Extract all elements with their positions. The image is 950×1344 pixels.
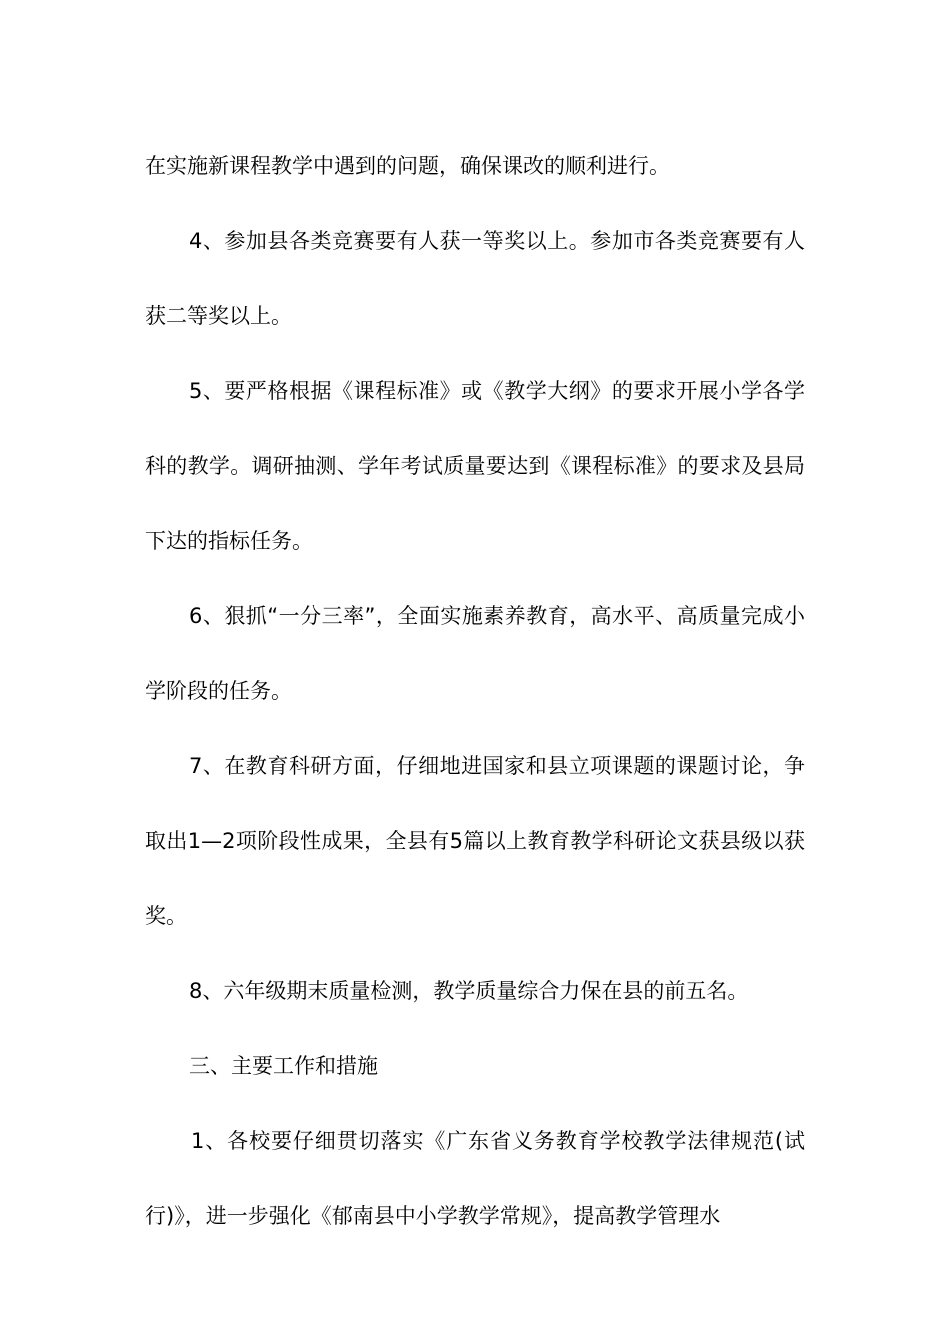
paragraph-measure-1: 1、各校要仔细贯切落实《广东省义务教育学校教学法律规范(试行)》，进一步强化《郁南县中小学教学常规》，提高教学管理水 [145, 1129, 805, 1228]
paragraph-item-7: 7、在教育科研方面，仔细地进国家和县立项课题的课题讨论，争取出1—2项阶段性成果，全县有5篇以上教育教学科研论文获县级以获奖。 [145, 754, 805, 928]
section-heading: 三、主要工作和措施 [189, 1054, 378, 1078]
paragraph-item-6: 6、狠抓“一分三率”，全面实施素养教育，高水平、高质量完成小学阶段的任务。 [145, 604, 805, 703]
paragraph-item-8: 8、六年级期末质量检测，教学质量综合力保在县的前五名。 [189, 979, 749, 1003]
document-body [145, 129, 805, 1254]
paragraph-item-4: 4、参加县各类竞赛要有人获一等奖以上。参加市各类竞赛要有人获二等奖以上。 [145, 229, 805, 328]
paragraph-continuation: 在实施新课程教学中遇到的问题，确保课改的顺利进行。 [145, 154, 670, 178]
paragraph-item-5: 5、要严格根据《课程标准》或《教学大纲》的要求开展小学各学科的教学。调研抽测、学年考试质量要达到《课程标准》的要求及县局下达的指标任务。 [145, 379, 805, 553]
